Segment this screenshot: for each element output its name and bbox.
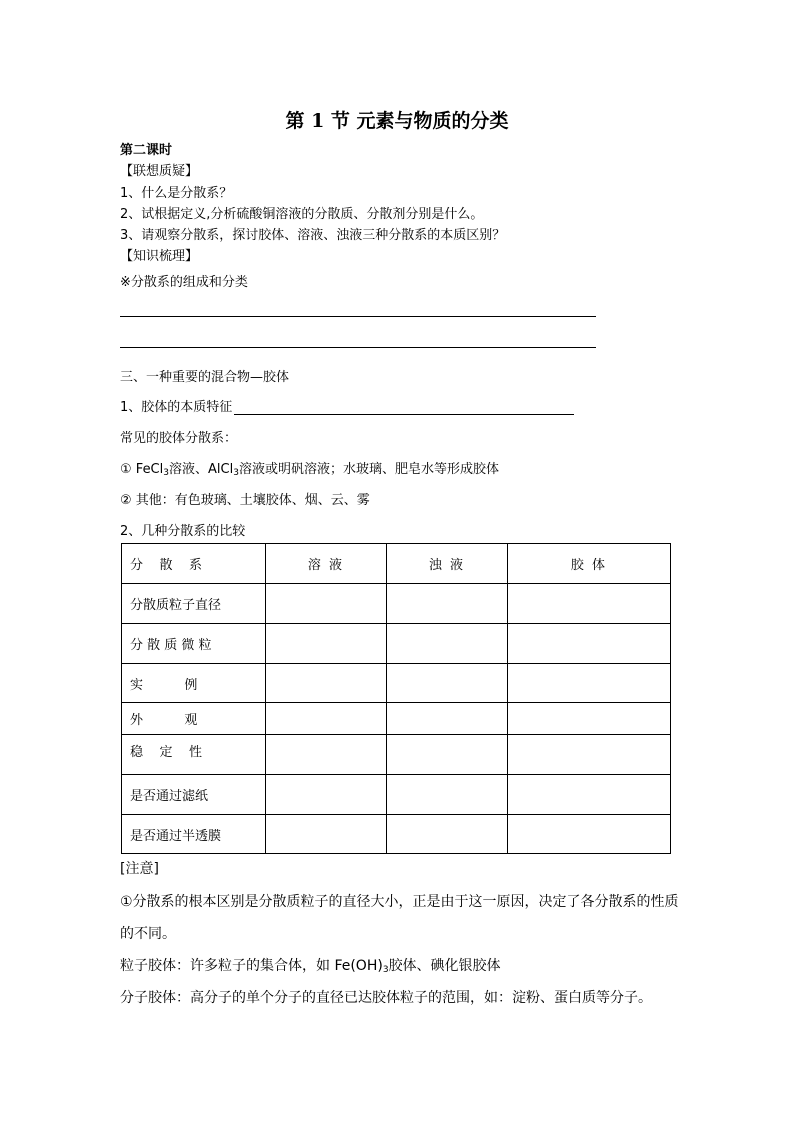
table-cell[interactable] [387,735,508,775]
colloid-essence-label: 1、胶体的本质特征 [120,400,233,415]
page-title: 第 1 节 元素与物质的分类 [285,110,509,132]
table-cell[interactable] [508,703,671,735]
table-cell[interactable] [508,815,671,854]
fecl-subscript: 3 [163,468,169,478]
row-label: 是否通过半透膜 [122,815,266,854]
colloid-item-1 [120,458,499,478]
table-cell[interactable] [508,664,671,703]
header-suspension: 浊 液 [387,544,508,584]
note-2-subscript: 3 [382,965,389,975]
table-cell[interactable] [508,624,671,664]
row-label: 是否通过滤纸 [122,775,266,815]
note-1-line-1: ①分散系的根本区别是分散质粒子的直径大小，正是由于这一原因，决定了各分散系的性质 [120,894,679,910]
note-2-end: 胶体、碘化银胶体 [388,958,501,974]
comparison-table [121,543,671,854]
table-header-row [122,544,671,584]
lesson-label: 第二课时 [120,143,173,158]
row-label: 分 散 质 微 粒 [122,624,266,664]
alcl-subscript: 3 [233,468,239,478]
row-label: 稳 定 性 [122,735,266,775]
colloid-essence [120,396,574,415]
question-3: 3、请观察分散系，探讨胶体、溶液、浊液三种分散系的本质区别？ [120,228,506,243]
row-label: 外 观 [122,703,266,735]
question-1: 1、什么是分散系？ [120,186,233,201]
table-cell[interactable] [387,703,508,735]
table-row [122,624,671,664]
note-3: 分子胶体：高分子的单个分子的直径已达胶体粒子的范围，如：淀粉、蛋白质等分子。 [120,990,652,1006]
header-dispersion: 分 散 系 [122,544,266,584]
notes-heading: [注意] [120,861,159,877]
question-2: 2、试根据定义,分析硫酸铜溶液的分散质、分散剂分别是什么。 [120,207,484,222]
table-cell[interactable] [387,815,508,854]
table-cell[interactable] [266,735,387,775]
header-colloid: 胶 体 [508,544,671,584]
table-row [122,815,671,854]
comparison-heading: 2、几种分散系的比较 [120,524,246,539]
row-label: 实 例 [122,664,266,703]
table-row [122,735,671,775]
table-cell[interactable] [387,664,508,703]
colloid-heading: 三、一种重要的混合物—胶体 [120,370,290,385]
section-heading-knowledge: 【知识梳理】 [120,249,199,264]
table-cell[interactable] [266,815,387,854]
table-cell[interactable] [508,735,671,775]
table-cell[interactable] [266,703,387,735]
writing-line-1[interactable] [120,316,596,317]
header-solution: 溶 液 [266,544,387,584]
fecl-text: FeCl [135,462,164,477]
table-cell[interactable] [387,624,508,664]
item-1-mark: ① [120,462,132,477]
table-cell[interactable] [266,664,387,703]
table-row [122,584,671,624]
table-row [122,703,671,735]
colloid-item-2: ② 其他：有色玻璃、土壤胶体、烟、云、雾 [120,493,370,508]
table-cell[interactable] [266,624,387,664]
item-1-rest: 溶液或明矾溶液；水玻璃、肥皂水等形成胶体 [238,462,499,477]
note-1-line-2: 的不同。 [120,926,176,942]
alcl-text: 溶液、AlCl [169,462,234,477]
common-colloids: 常见的胶体分散系： [120,431,238,446]
table-row [122,775,671,815]
table-cell[interactable] [387,775,508,815]
note-2 [120,955,501,975]
writing-line-2[interactable] [120,347,596,348]
dispersion-note: ※分散系的组成和分类 [120,275,248,290]
table-cell[interactable] [508,775,671,815]
row-label: 分散质粒子直径 [122,584,266,624]
table-cell[interactable] [508,584,671,624]
table-row [122,664,671,703]
essence-answer-blank[interactable] [234,400,574,415]
table-cell[interactable] [266,775,387,815]
table-cell[interactable] [387,584,508,624]
table-cell[interactable] [266,584,387,624]
note-2-start: 粒子胶体：许多粒子的集合体，如 Fe(OH) [120,958,383,974]
section-heading-association: 【联想质疑】 [120,164,199,179]
